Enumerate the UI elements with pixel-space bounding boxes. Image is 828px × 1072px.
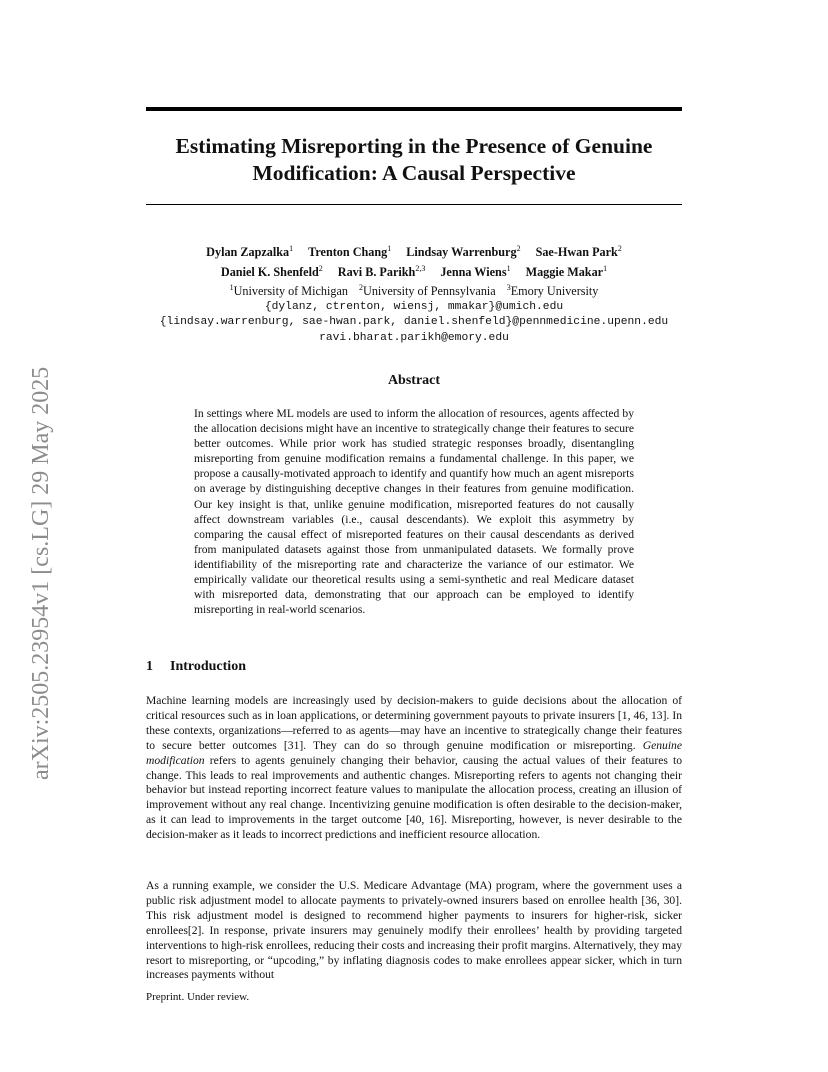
author-block <box>146 241 682 346</box>
author-name: Lindsay Warrenburg <box>406 245 517 260</box>
affiliation-line <box>146 280 682 300</box>
affiliation-name: Emory University <box>510 284 599 299</box>
author-affiliation-mark: 2 <box>516 244 521 253</box>
author-affiliation-mark: 1 <box>387 244 392 253</box>
author-name: Dylan Zapzalka <box>206 245 290 260</box>
author-affiliation-mark: 2 <box>617 244 622 253</box>
author-affiliation-mark: 1 <box>603 263 608 273</box>
title-rule-bottom <box>146 204 682 205</box>
paragraph-text: refers to agents genuinely changing their behavior, causing the actual values of their features to change. This leads to real improvements and authentic changes. Misreporting refers to agents not changing their behavior but instead reporting incorrect feature values to manipulate the allocation process, creating an illusion of improvement without any real change. Incentivizing genuine modification is often desirable to the decision-maker, as it can lead to improvements in the target outcome [40, 16]. Misreporting, however, is never desirable to the decision-maker as it leads to incorrect predictions and inefficient resource allocation. <box>146 753 682 842</box>
author-name: Sae-Hwan Park <box>535 245 618 260</box>
affiliation-number: 1 <box>229 283 234 293</box>
paper-title <box>146 133 682 187</box>
title-line-2: Modification: A Causal Perspective <box>252 161 576 185</box>
title-line-1: Estimating Misreporting in the Presence of Genuine <box>175 134 653 158</box>
author-line-2 <box>146 261 682 281</box>
abstract-heading: Abstract <box>387 373 441 388</box>
author-name: Trenton Chang <box>308 245 388 260</box>
author-name: Jenna Wiens <box>440 264 507 279</box>
affiliation-number: 2 <box>359 283 364 293</box>
author-name: Daniel K. Shenfeld <box>220 264 319 279</box>
intro-paragraph-1 <box>146 694 682 843</box>
section-heading-introduction <box>146 659 246 675</box>
section-title: Introduction <box>170 659 246 674</box>
affiliation-number: 3 <box>506 283 511 293</box>
title-rule-top <box>146 107 682 111</box>
affiliation-name: University of Pennsylvania <box>363 284 496 299</box>
abstract-text: In settings where ML models are used to inform the allocation of resources, agents affected by the allocation decisions might have an incentive to strategically change their features to secure better outcomes. While prior work has studied strategic responses broadly, disentangling misreporting from genuine modification remains a fundamental challenge. In this paper, we propose a causally-motivated approach to identify and quantify how much an agent misreports on average by distinguishing deceptive changes in their features from genuine modification. Our key insight is that, unlike genuine modification, misreported features do not causally affect downstream variables (i.e., causal descendants). We exploit this asymmetry by comparing the causal effect of misreported features on their causal descendants as derived from manipulated datasets against those from unmanipulated datasets. We formally prove identifiability of the misreporting rate and characterize the variance of our estimator. We empirically validate our theoretical results using a semi-synthetic and real Medicare dataset with misreported data, demonstrating that our approach can be employed to identify misreporting in real-world scenarios. <box>194 407 634 617</box>
section-number: 1 <box>146 659 153 674</box>
email-line: ravi.bharat.parikh@emory.edu <box>319 331 509 344</box>
author-name: Maggie Makar <box>525 264 604 279</box>
emphasized-term: Genuine modification <box>146 738 682 767</box>
author-line-1 <box>146 241 682 261</box>
page-footer: Preprint. Under review. <box>146 991 250 1003</box>
affiliation-name: University of Michigan <box>233 284 349 299</box>
author-affiliation-mark: 2,3 <box>415 263 426 273</box>
intro-paragraph-2: As a running example, we consider the U.S. Medicare Advantage (MA) program, where the government uses a public risk adjustment model to allocate payments to privately-owned insurers based on enrollee health [36, 30]. This risk adjustment model is designed to recommend higher payments to insurers for higher-risk, sicker enrollees[2]. In response, private insurers may genuinely modify their enrollees’ health by providing targeted interventions to high-risk enrollees, reducing their costs and increasing their profit margins. Alternatively, they may resort to misreporting, or “upcoding,” by inflating diagnosis codes to make enrollees appear sicker, which in turn increases payments without <box>146 879 682 982</box>
author-affiliation-mark: 1 <box>289 244 294 253</box>
email-line: {dylanz, ctrenton, wiensj, mmakar}@umich.edu <box>264 300 564 313</box>
author-name: Ravi B. Parikh <box>337 264 416 279</box>
email-line: {lindsay.warrenburg, sae-hwan.park, daniel.shenfeld}@pennmedicine.upenn.edu <box>159 316 669 329</box>
paragraph-text: Machine learning models are increasingly used by decision-makers to guide decisions about the allocation of critical resources such as in loan applications, or determining government payouts to private insurers [1, 46, 13]. In these contexts, organizations—referred to as agents—may have an incentive to strategically change their features to secure better outcomes [31]. They can do so through genuine modification or misreporting. <box>146 694 682 752</box>
author-affiliation-mark: 1 <box>506 263 511 273</box>
arxiv-identifier-stamp: arXiv:2505.23954v1 [cs.LG] 29 May 2025 <box>28 366 54 780</box>
author-affiliation-mark: 2 <box>318 263 323 273</box>
